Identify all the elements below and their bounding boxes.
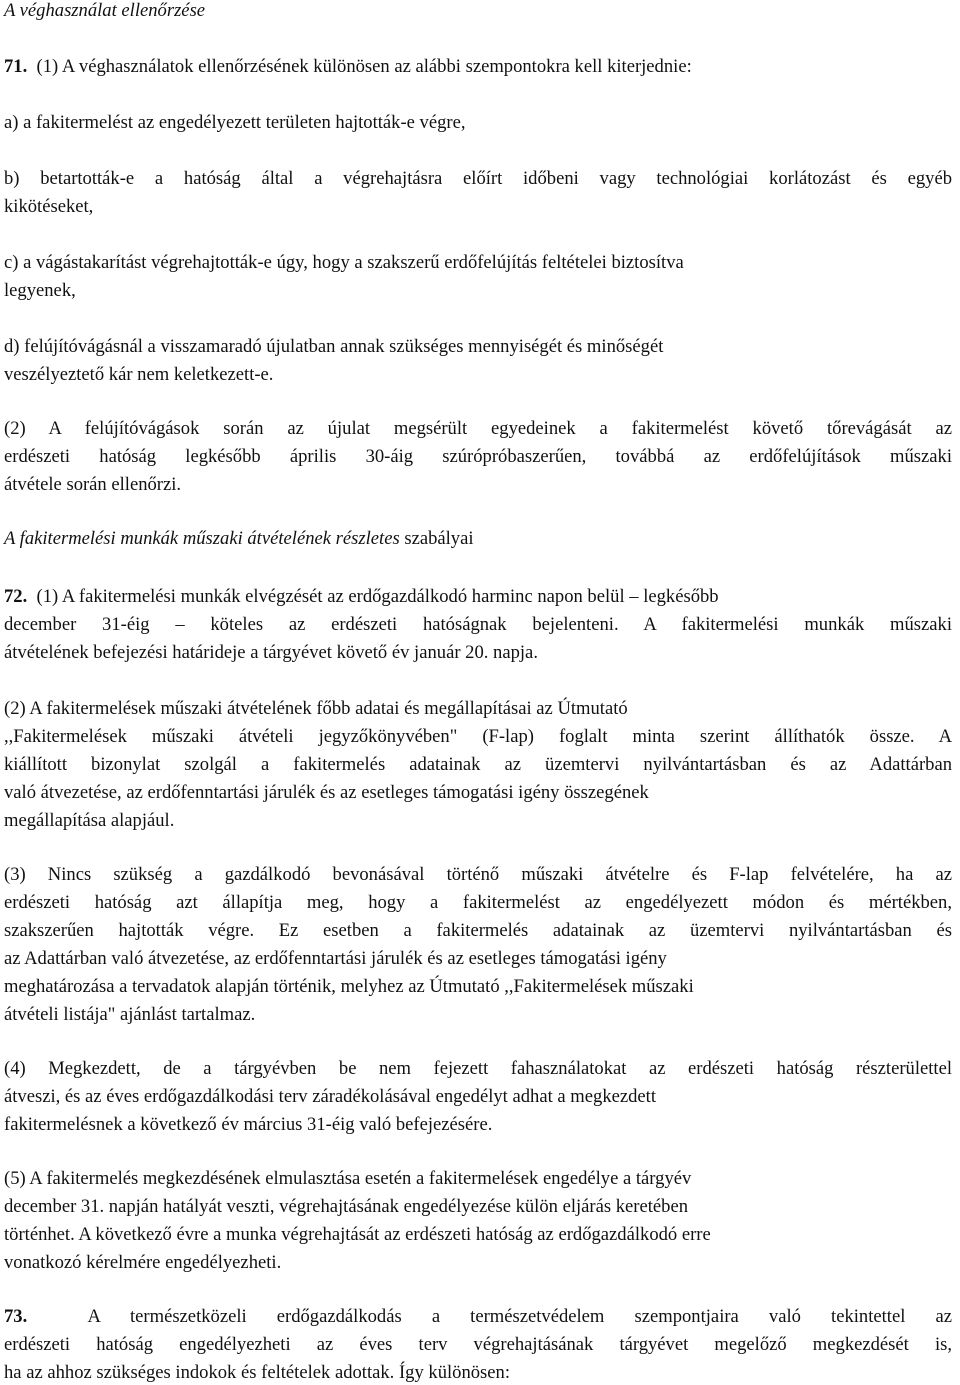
paragraph-72-4-line2: átveszi, és az éves erdőgazdálkodási terv záradékolásával engedélyt adhat a megkezdett bbox=[4, 1086, 657, 1107]
paragraph-71-2-line3: átvétele során ellenőrzi. bbox=[4, 474, 182, 495]
paragraph-72-3-line6: átvételi listája" ajánlást tartalmaz. bbox=[4, 1004, 256, 1025]
paragraph-72-3-line5: meghatározása a tervadatok alapján történik, melyhez az Útmutató ,,Fakitermelések műszaki bbox=[4, 976, 694, 997]
paragraph-72-3-line3: szakszerűen hajtották végre. Ez esetben a fakitermelés adatainak az üzemtervi nyilvántartásban és bbox=[4, 920, 952, 941]
paragraph-72-2-line4: való átvezetése, az erdőfenntartási járulék és az esetleges támogatási igény összegének bbox=[4, 782, 649, 803]
list-item-c-line2: legyenek, bbox=[4, 280, 76, 301]
paragraph-71-1 bbox=[4, 56, 952, 78]
paragraph-72-4-line1: (4) Megkezdett, de a tárgyévben be nem fejezett fahasználatokat az erdészeti hatóság részterülettel bbox=[4, 1058, 952, 1079]
list-item-c-line1: c) a vágástakarítást végrehajtották-e úgy, hogy a szakszerű erdőfelújítás feltételei biztosítva bbox=[4, 252, 684, 273]
paragraph-72-5-line2: december 31. napján hatályát veszti, végrehajtásának engedélyezése külön eljárás keretében bbox=[4, 1196, 689, 1217]
paragraph-73-line3: ha az ahhoz szükséges indokok és feltételek adottak. Így különösen: bbox=[4, 1362, 511, 1383]
paragraph-text: (1) A véghasználatok ellenőrzésének különösen az alábbi szempontokra kell kiterjednie: bbox=[36, 56, 692, 77]
paragraph-72-2-line3: kiállított bizonylat szolgál a fakitermelés adatainak az üzemtervi nyilvántartásban és az Adattárban bbox=[4, 754, 952, 775]
paragraph-72-3-line4: az Adattárban való átvezetése, az erdőfenntartási járulék és az esetleges támogatási igény bbox=[4, 948, 667, 969]
paragraph-73-line2: erdészeti hatóság engedélyezheti az éves terv végrehajtásának tárgyévet megelőző megkezdését is, bbox=[4, 1334, 952, 1355]
paragraph-71-2-line2: erdészeti hatóság legkésőbb április 30-áig szúrópróbaszerűen, továbbá az erdőfelújítások műszaki bbox=[4, 446, 952, 467]
heading-plain-part: szabályai bbox=[399, 528, 474, 549]
paragraph-text: (1) A fakitermelési munkák elvégzését az erdőgazdálkodó harminc napon belül – legkésőbb bbox=[36, 586, 719, 607]
section-number-73: 73. bbox=[4, 1306, 28, 1327]
paragraph-72-3-line2: erdészeti hatóság azt állapítja meg, hogy a fakitermelést az engedélyezett módon és mértékben, bbox=[4, 892, 952, 913]
paragraph-72-1-line1 bbox=[4, 586, 952, 608]
paragraph-72-5-line1: (5) A fakitermelés megkezdésének elmulasztása esetén a fakitermelések engedélye a tárgyév bbox=[4, 1168, 692, 1189]
list-item-b-line1: b) betartották-e a hatóság által a végrehajtásra előírt időbeni vagy technológiai korlátozást és egyéb bbox=[4, 168, 952, 189]
list-item-a: a) a fakitermelést az engedélyezett területen hajtották-e végre, bbox=[4, 112, 466, 133]
paragraph-text: A természetközeli erdőgazdálkodás a természetvédelem szempontjaira való tekintettel az bbox=[87, 1306, 952, 1327]
paragraph-72-1-line3: átvételének befejezési határideje a tárgyévet követő év január 20. napja. bbox=[4, 642, 538, 663]
paragraph-72-2-line2: ,,Fakitermelések műszaki átvételi jegyzőkönyvében" (F-lap) foglalt minta szerint állíthatók össze. A bbox=[4, 726, 952, 747]
paragraph-72-5-line3: történhet. A következő évre a munka végrehajtását az erdészeti hatóság az erdőgazdálkodó erre bbox=[4, 1224, 711, 1245]
paragraph-72-2-line1: (2) A fakitermelések műszaki átvételének főbb adatai és megállapításai az Útmutató bbox=[4, 698, 628, 719]
section-number-71: 71. bbox=[4, 56, 28, 77]
paragraph-72-2-line5: megállapítása alapjául. bbox=[4, 810, 175, 831]
section-heading-2 bbox=[4, 528, 952, 550]
paragraph-72-4-line3: fakitermelésnek a következő év március 31-éig való befejezésére. bbox=[4, 1114, 493, 1135]
section-number-72: 72. bbox=[4, 586, 28, 607]
list-item-d-line1: d) felújítóvágásnál a visszamaradó újulatban annak szükséges mennyiségét és minőségét bbox=[4, 336, 664, 357]
paragraph-72-5-line4: vonatkozó kérelmére engedélyezheti. bbox=[4, 1252, 282, 1273]
paragraph-73-line1 bbox=[4, 1306, 952, 1328]
paragraph-71-2-line1: (2) A felújítóvágások során az újulat megsérült egyedeinek a fakitermelést követő tőrevágását az bbox=[4, 418, 952, 439]
paragraph-72-3-line1: (3) Nincs szükség a gazdálkodó bevonásával történő műszaki átvételre és F-lap felvételére, ha az bbox=[4, 864, 952, 885]
list-item-d-line2: veszélyeztető kár nem keletkezett-e. bbox=[4, 364, 274, 385]
heading-italic-part: A fakitermelési munkák műszaki átvételének részletes bbox=[4, 528, 400, 549]
list-item-b-line2: kikötéseket, bbox=[4, 196, 94, 217]
paragraph-72-1-line2: december 31-éig – köteles az erdészeti hatóságnak bejelenteni. A fakitermelési munkák műszaki bbox=[4, 614, 952, 635]
section-heading: A véghasználat ellenőrzése bbox=[4, 0, 206, 21]
